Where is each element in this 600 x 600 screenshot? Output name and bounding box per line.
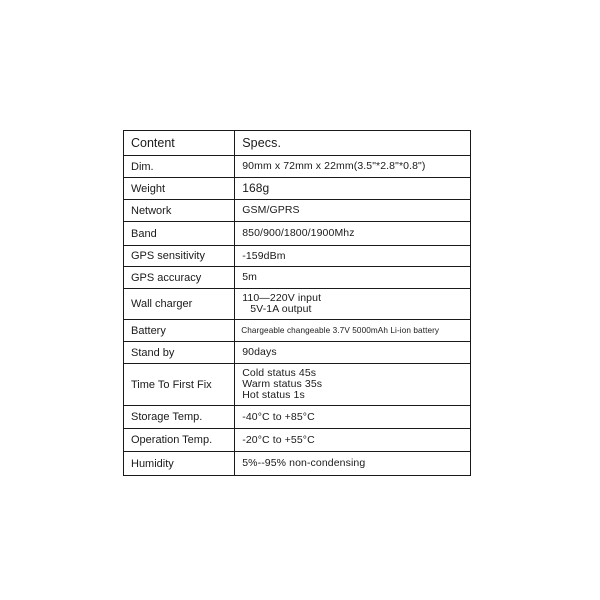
row-value — [235, 222, 471, 246]
row-value — [235, 156, 471, 178]
row-value — [235, 364, 471, 406]
row-value — [235, 342, 471, 364]
row-label: Operation Temp. — [124, 429, 235, 452]
value-line: Warm status 35s — [242, 378, 323, 390]
row-label: Time To First Fix — [124, 364, 235, 406]
value-line: 850/900/1800/1900Mhz — [242, 227, 355, 239]
row-label: Band — [124, 222, 235, 246]
row-value — [235, 320, 471, 342]
row-value — [235, 178, 471, 200]
value-line: 168g — [242, 181, 270, 195]
table-row — [124, 320, 471, 342]
table-row — [124, 267, 471, 289]
row-value — [235, 452, 471, 476]
table-row — [124, 429, 471, 452]
row-value — [235, 406, 471, 429]
spec-table — [123, 130, 471, 476]
table-row — [124, 246, 471, 267]
row-label: Network — [124, 200, 235, 222]
table-row — [124, 178, 471, 200]
table-row — [124, 342, 471, 364]
row-label: Stand by — [124, 342, 235, 364]
row-value — [235, 267, 471, 289]
row-label: GPS sensitivity — [124, 246, 235, 267]
value-line: 90days — [242, 346, 277, 358]
value-line: 5%--95% non-condensing — [242, 457, 366, 469]
table-row — [124, 406, 471, 429]
row-value — [235, 200, 471, 222]
table-row — [124, 222, 471, 246]
value-line: 90mm x 72mm x 22mm(3.5"*2.8"*0.8") — [242, 160, 426, 172]
table-row — [124, 364, 471, 406]
value-line: 110—220V input — [242, 292, 322, 304]
value-line: GSM/GPRS — [242, 204, 300, 216]
table-row — [124, 156, 471, 178]
row-label: Battery — [124, 320, 235, 342]
value-line: Chargeable changeable 3.7V 5000mAh Li-ion battery — [241, 326, 440, 335]
row-label: Weight — [124, 178, 235, 200]
row-label: Wall charger — [124, 289, 235, 320]
table-row — [124, 289, 471, 320]
table-row — [124, 452, 471, 476]
row-label: Storage Temp. — [124, 406, 235, 429]
value-line: Cold status 45s — [242, 367, 317, 379]
table-row — [124, 200, 471, 222]
row-value — [235, 246, 471, 267]
row-value — [235, 289, 471, 320]
table-header-row — [124, 131, 471, 156]
header-specs-cell: Specs. — [235, 131, 471, 156]
row-label: Dim. — [124, 156, 235, 178]
row-value — [235, 429, 471, 452]
value-line: 5V-1A output — [250, 303, 312, 315]
value-line: Hot status 1s — [242, 389, 305, 401]
value-line: 5m — [242, 271, 258, 283]
value-line: -159dBm — [242, 249, 286, 262]
row-label: Humidity — [124, 452, 235, 476]
value-line: -40°C to +85°C — [242, 410, 315, 423]
header-content-cell: Content — [124, 131, 235, 156]
value-line: -20°C to +55°C — [242, 433, 315, 446]
row-label: GPS accuracy — [124, 267, 235, 289]
